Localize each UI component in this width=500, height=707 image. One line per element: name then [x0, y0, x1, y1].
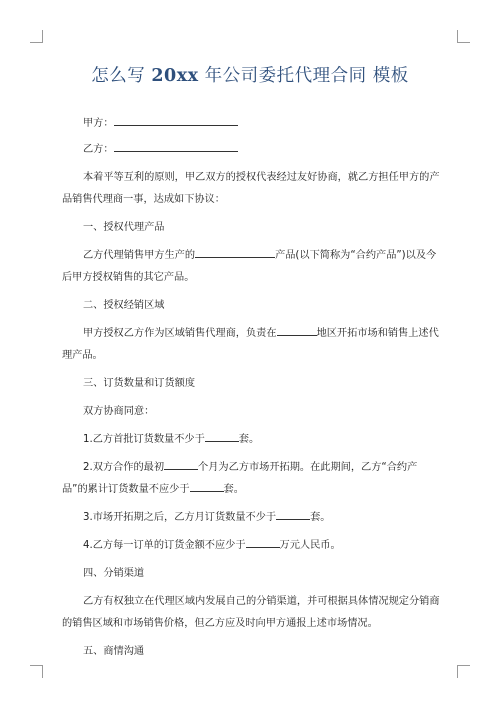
- product-blank: [195, 246, 275, 258]
- item-3-blank: [276, 508, 310, 520]
- item-1-text-a: 1.乙方首批订货数量不少于: [83, 434, 205, 445]
- section-1-text: [62, 245, 440, 289]
- item-2-text-a: 2.双方合作的最初: [83, 462, 165, 473]
- title-suffix: 年公司委托代理合同 模板: [198, 66, 409, 86]
- item-1-blank: [205, 430, 239, 442]
- document-body: [62, 113, 440, 669]
- section-2-text: [62, 323, 440, 367]
- corner-mark-bottom-left: [30, 665, 43, 678]
- item-3: [62, 507, 440, 529]
- section-1-text-b: 产品(以下简称为“合约产品”)以及今后甲方授权销售的其它产品。: [62, 250, 437, 283]
- item-4-blank: [246, 536, 280, 548]
- section-2-heading: 二、授权经销区域: [83, 300, 165, 311]
- section-2-text-a: 甲方授权乙方作为区域销售代理商，负责在: [83, 328, 277, 339]
- corner-mark-top-right: [457, 30, 470, 43]
- item-4-text-b: 万元人民币。: [279, 540, 341, 551]
- item-1: [62, 429, 440, 451]
- item-2: [62, 457, 440, 501]
- party-b-blank: [114, 140, 238, 152]
- party-b-line: [62, 139, 440, 161]
- item-4: [62, 535, 440, 557]
- corner-mark-bottom-right: [457, 665, 470, 678]
- intro-paragraph: 本着平等互利的原则，甲乙双方的授权代表经过友好协商，就乙方担任甲方的产品销售代理商一事，达成如下协议：: [62, 172, 440, 205]
- section-3-heading: 三、订货数量和订货额度: [83, 378, 196, 389]
- document-title: [0, 62, 500, 87]
- party-a-line: [62, 113, 440, 135]
- item-2-text-c: 套。: [223, 484, 244, 495]
- item-1-text-b: 套。: [238, 434, 260, 445]
- party-a-blank: [114, 114, 238, 126]
- party-b-label: 乙方：: [83, 144, 114, 155]
- section-4-text: 乙方有权独立在代理区域内发展自己的分销渠道，并可根据具体情况规定分销商的销售区域和市场销售价格，但乙方应及时向甲方通报上述市场情况。: [62, 596, 440, 629]
- title-year: 20xx: [151, 66, 199, 86]
- item-2-blank-months: [164, 458, 198, 470]
- item-3-text-a: 3.市场开拓期之后，乙方月订货数量不少于: [83, 512, 277, 523]
- region-blank: [277, 324, 317, 336]
- section-1-heading: 一、授权代理产品: [83, 222, 165, 233]
- item-2-text-b: 个月为乙方市场开拓期。在此期间，乙方“合约产品”的累计订货数量不应少于: [62, 462, 418, 495]
- title-prefix: 怎么写: [91, 66, 152, 86]
- corner-mark-top-left: [30, 30, 43, 43]
- party-a-label: 甲方：: [83, 118, 114, 129]
- section-3-agree: 双方协商同意：: [83, 406, 155, 417]
- section-1-text-a: 乙方代理销售甲方生产的: [83, 250, 196, 261]
- section-4-heading: 四、分销渠道: [83, 568, 145, 579]
- section-2-text-b: 地区开拓市场和销售上述代理产品。: [62, 328, 439, 361]
- item-4-text-a: 4.乙方每一订单的订货金额不应少于: [83, 540, 246, 551]
- section-5-heading: 五、商情沟通: [83, 646, 145, 657]
- item-2-blank-sets: [190, 480, 224, 492]
- item-3-text-b: 套。: [310, 512, 331, 523]
